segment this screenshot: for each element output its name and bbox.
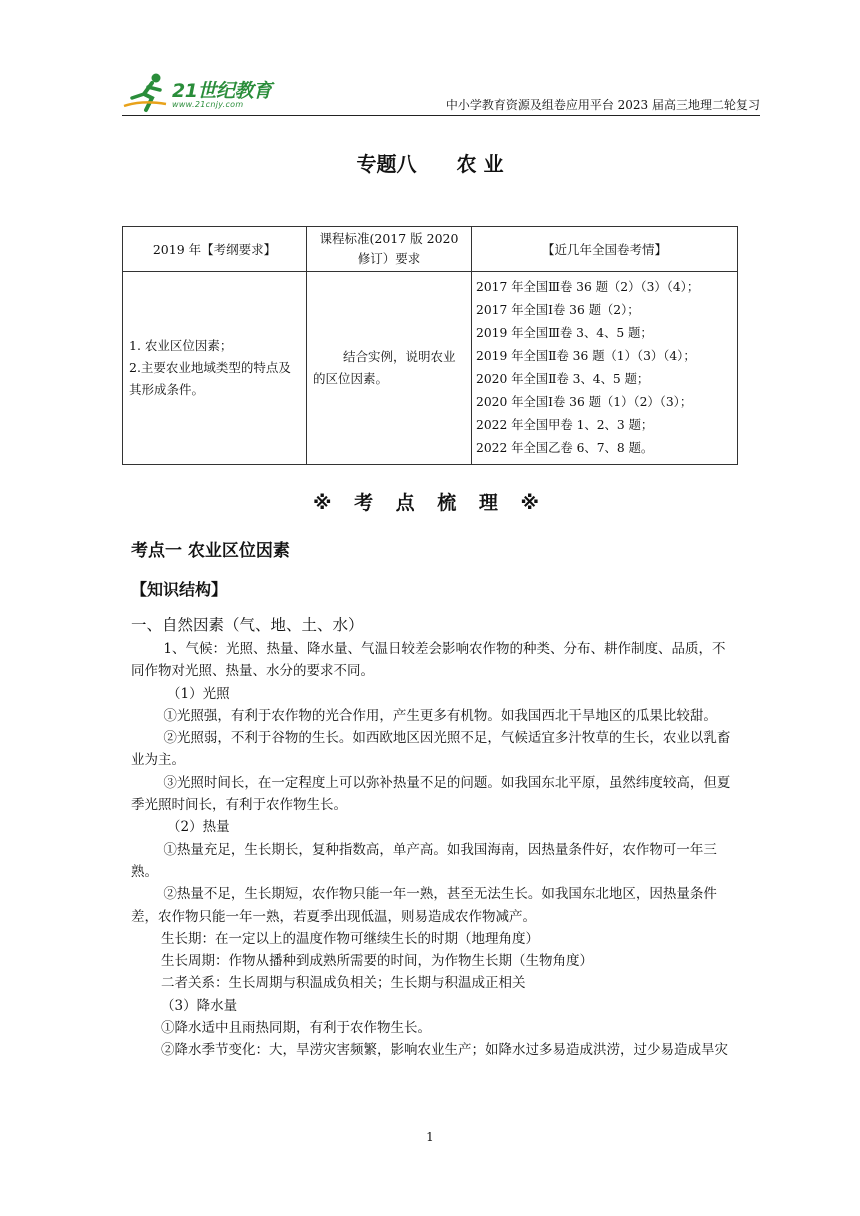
paragraph: ③光照时间长，在一定程度上可以弥补热量不足的问题。如我国东北平原，虽然纬度较高，但夏季光照时间长，有利于农作物生长。 [131, 774, 731, 814]
table-header-cell: 【近几年全国卷考情】 [472, 227, 738, 272]
paragraph-text: ②降水季节变化：大，旱涝灾害频繁，影响农业生产；如降水过多易造成洪涝，过少易造成旱灾 [161, 1042, 728, 1059]
table-header-cell: 2019 年【考纲要求】 [123, 227, 307, 272]
table-cell [472, 272, 738, 465]
table-cell [123, 272, 307, 465]
header-line: 课程标准(2017 版 2020 [319, 231, 459, 246]
table-header-row [123, 227, 738, 272]
requirements-table [122, 226, 738, 465]
section-title: ※ 考 点 梳 理 ※ [312, 492, 548, 514]
title-part-2: 农 业 [456, 152, 504, 176]
paragraph: 1、气候：光照、热量、降水量、气温日较差会影响农作物的种类、分布、耕作制度、品质，不同作物对光照、热量、水分的要求不同。 [131, 641, 726, 680]
logo [122, 70, 292, 114]
platform-text: 中小学教育资源及组卷应用平台 2023 届高三地理二轮复习 [445, 98, 760, 112]
cell-text: 结合实例，说明农业的区位因素。 [313, 349, 456, 386]
exam-item: 2019 年全国Ⅲ卷 3、4、5 题； [476, 326, 653, 340]
sub-heading: （3）降水量 [161, 997, 238, 1014]
cell-line: 1. 农业区位因素； [129, 338, 233, 353]
paragraph: ②热量不足，生长期短，农作物只能一年一熟，甚至无法生长。如我国东北地区，因热量条件差，农作物只能一年一熟，若夏季出现低温，则易造成农作物减产。 [131, 886, 717, 925]
page-title [0, 148, 860, 177]
page-header [122, 70, 760, 116]
paragraph: ②光照弱，不利于谷物的生长。如西欧地区因光照不足，气候适宜多汁牧草的生长，农业以乳畜业为主。 [131, 730, 731, 769]
exam-item: 2019 年全国Ⅱ卷 36 题（1）（3）（4）； [476, 349, 696, 363]
runner-logo-icon [122, 70, 172, 114]
paragraph: ①光照强，有利于农作物的光合作用，产生更多有机物。如我国西北干旱地区的瓜果比较甜。 [163, 707, 717, 724]
page-number: 1 [426, 1130, 434, 1144]
paragraph: 生长周期：作物从播种到成熟所需要的时间，为作物生长期（生物角度） [161, 953, 593, 970]
paragraph [131, 1039, 736, 1061]
exam-item: 2022 年全国甲卷 1、2、3 题； [476, 418, 654, 432]
exam-item: 2017 年全国Ⅰ卷 36 题（2）； [476, 303, 640, 317]
sub-heading: （1）光照 [167, 685, 230, 702]
header-line: 修订）要求 [357, 251, 421, 266]
natural-factors-heading: 一、自然因素（气、地、土、水） [131, 616, 364, 634]
logo-text: 21世纪教育 [172, 80, 272, 102]
paragraph: 生长期：在一定以上的温度作物可继续生长的时期（地理角度） [161, 930, 539, 947]
structure-label: 【知识结构】 [131, 580, 228, 599]
body-text [131, 638, 736, 1062]
sub-heading: （2）热量 [167, 819, 230, 836]
logo-url: www.21cnjy.com [172, 100, 244, 109]
kaodian-title: 考点一 农业区位因素 [131, 541, 290, 561]
exam-item: 2020 年全国Ⅰ卷 36 题（1）（2）（3）； [476, 395, 693, 409]
cell-line: 2.主要农业地域类型的特点及其形成条件。 [129, 360, 291, 397]
exam-item: 2017 年全国Ⅲ卷 36 题（2）（3）（4）； [476, 280, 700, 294]
exam-item: 2020 年全国Ⅱ卷 3、4、5 题； [476, 372, 650, 386]
paragraph: 二者关系：生长周期与积温成负相关；生长期与积温成正相关 [161, 975, 526, 992]
table-row [123, 272, 738, 465]
paragraph: ①热量充足，生长期长，复种指数高，单产高。如我国海南，因热量条件好，农作物可一年三熟。 [131, 841, 717, 880]
exam-item: 2022 年全国乙卷 6、7、8 题。 [476, 441, 654, 455]
table-cell [307, 272, 472, 465]
title-part-1: 专题八 [356, 152, 417, 176]
paragraph: ①降水适中且雨热同期，有利于农作物生长。 [161, 1020, 431, 1037]
table-header-cell [307, 227, 472, 272]
header-divider [122, 115, 760, 116]
